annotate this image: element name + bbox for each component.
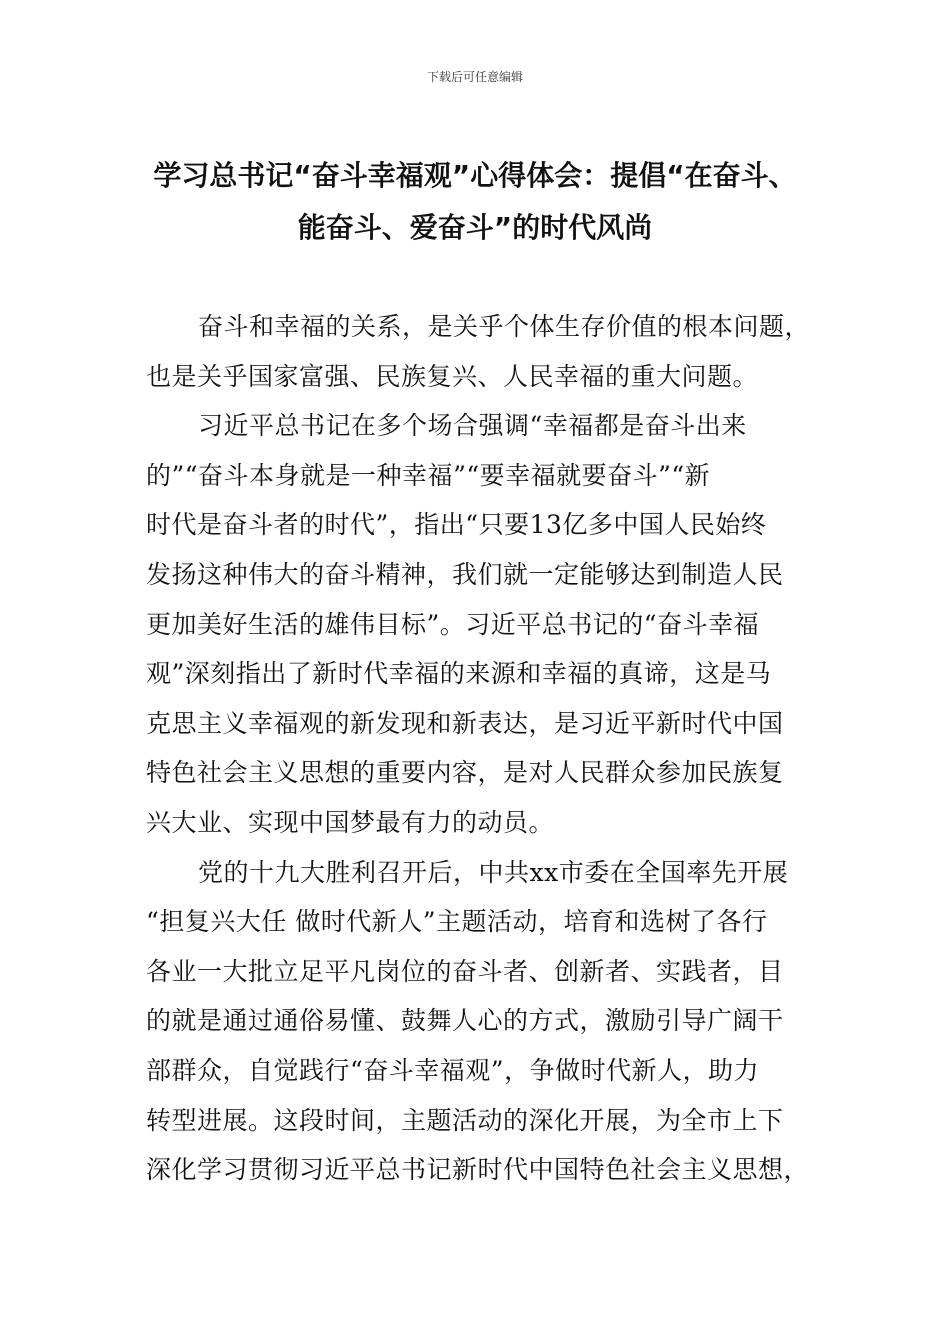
paragraph-2-line: 习近平总书记在多个场合强调“幸福都是奋斗出来 xyxy=(198,411,747,441)
paragraph-3-line: 部群众，自觉践行“奋斗幸福观”，争做时代新人，助力 xyxy=(146,1055,760,1085)
paragraph-1-line: 也是关乎国家富强、民族复兴、人民幸福的重大问题。 xyxy=(146,361,759,391)
paragraph-3-line: “担复兴大任 做时代新人”主题活动，培育和选树了各行 xyxy=(146,907,768,937)
paragraph-3-line: 党的十九大胜利召开后，中共xx市委在全国率先开展 xyxy=(198,857,789,887)
paragraph-2-line: 时代是奋斗者的时代”，指出“只要13亿多中国人民始终 xyxy=(146,510,767,540)
title-line: 学习总书记“奋斗幸福观”心得体会：提倡“在奋斗、 xyxy=(153,159,797,192)
paragraph-2-line: 的”“奋斗本身就是一种幸福”“要幸福就要奋斗”“新 xyxy=(146,460,711,490)
paragraph-3-line: 的就是通过通俗易懂、鼓舞人心的方式，激励引导广阔干 xyxy=(146,1006,784,1036)
paragraph-2-line: 发扬这种伟大的奋斗精神，我们就一定能够达到制造人民 xyxy=(146,559,784,589)
paragraph-2-line: 克思主义幸福观的新发现和新表达，是习近平新时代中国 xyxy=(146,708,784,738)
header-note: 下载后可任意编辑 xyxy=(426,70,523,84)
document-title xyxy=(130,150,820,254)
paragraph-2-line: 兴大业、实现中国梦最有力的动员。 xyxy=(146,807,555,837)
document-body xyxy=(146,302,811,1195)
paragraph-2-line: 更加美好生活的雄伟目标”。习近平总书记的“奋斗幸福 xyxy=(146,609,760,639)
paragraph-3-line: 深化学习贯彻习近平总书记新时代中国特色社会主义思想， xyxy=(146,1155,810,1185)
paragraph-2-line: 特色社会主义思想的重要内容，是对人民群众参加民族复 xyxy=(146,758,784,788)
paragraph-3-line: 转型进展。这段时间，主题活动的深化开展，为全市上下 xyxy=(146,1105,784,1135)
paragraph-1-line: 奋斗和幸福的关系，是关乎个体生存价值的根本问题， xyxy=(198,312,811,341)
title-line: 能奋斗、爱奋斗”的时代风尚 xyxy=(297,211,653,244)
paragraph-3-line: 各业一大批立足平凡岗位的奋斗者、创新者、实践者，目 xyxy=(146,956,784,986)
paragraph-2-line: 观”深刻指出了新时代幸福的来源和幸福的真谛，这是马 xyxy=(146,659,772,689)
